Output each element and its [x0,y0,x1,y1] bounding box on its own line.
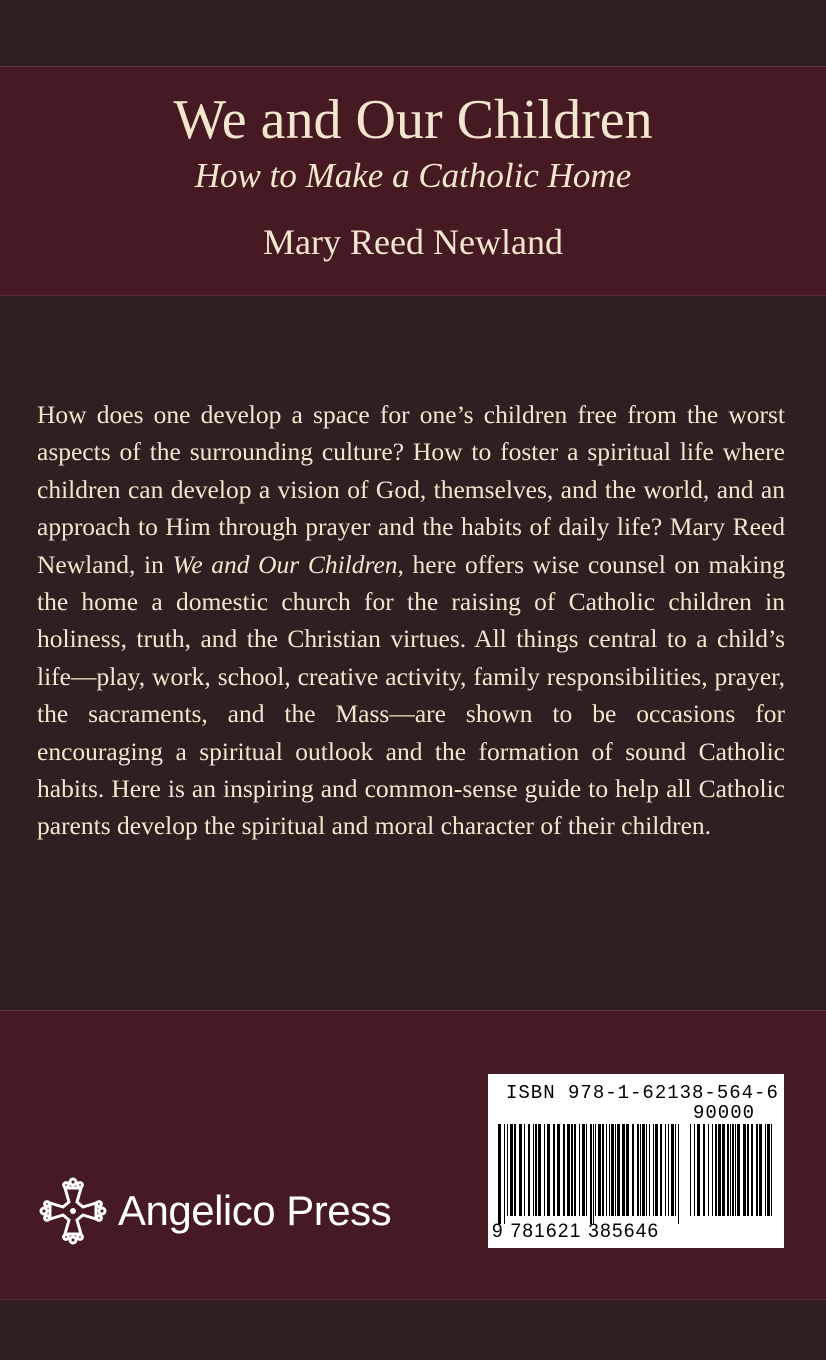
barcode-bar [574,1124,576,1216]
barcode-bar [519,1124,522,1216]
barcode-bar [665,1124,666,1216]
barcode-bar [767,1124,770,1216]
barcode-bar [751,1124,753,1216]
description-italic-title: We and Our Children [172,549,398,579]
barcode-bar [690,1124,691,1216]
barcode-bar [637,1124,639,1216]
barcode-bar [771,1124,772,1216]
barcode-bar [735,1124,736,1216]
barcode-bar [622,1124,625,1216]
barcode-bar [759,1124,762,1216]
barcode-bar [538,1124,541,1216]
barcode-bar [586,1124,587,1216]
barcode-bar [563,1124,565,1216]
barcode-bar [582,1124,585,1216]
barcode-bar [544,1124,545,1216]
barcode-bar [642,1124,645,1216]
barcode-bar [743,1124,746,1216]
barcode-bar [756,1124,758,1216]
barcode-bar [730,1124,731,1216]
barcode-bar [632,1124,634,1216]
barcode-bar [615,1124,616,1216]
barcode-bar [626,1124,629,1216]
barcode-bar [653,1124,654,1216]
barcode-bar [524,1124,525,1216]
isbn-barcode [488,1074,784,1248]
barcode-bar [547,1124,550,1216]
barcode-bar [606,1124,607,1216]
barcode-bar [655,1124,658,1216]
barcode-bar [737,1124,740,1216]
barcode-bar [533,1124,534,1216]
barcode-bar [535,1124,537,1216]
barcode-bar [646,1124,647,1216]
barcode-bar [590,1124,592,1224]
book-subtitle: How to Make a Catholic Home [194,156,632,195]
barcode-bar [671,1124,674,1216]
barcode-bar [703,1124,705,1216]
barcode-bar [553,1124,555,1216]
barcode-bar [504,1124,505,1224]
book-description [37,396,785,845]
barcode-bar [593,1124,594,1224]
barcode-bar [715,1124,717,1216]
barcode-bar [602,1124,604,1216]
description-part-2: , here offers wise counsel on making the home a domestic church for the raising of Catholic children in holiness, truth, and the Christian virtues. All things central to a child’s life—play, work, school, creative activity, family responsibilities, prayer, the sacraments, and the Mass—are shown to be occasions for encouraging a spiritual outlook and the formation of sound Catholic habits. Here is an inspiring and common-sense guide to help all Catholic parents develop the spiritual and moral character of their children. [37,549,786,841]
barcode-bar [649,1124,650,1216]
barcode-bar [678,1124,679,1224]
barcode-bar [675,1124,676,1216]
barcode-bar [609,1124,610,1216]
barcode-bar [598,1124,601,1216]
publisher-name: Angelico Press [118,1187,392,1234]
barcode-bar [694,1124,695,1216]
barcode-bar [712,1124,713,1216]
barcode-bar [732,1124,734,1216]
description-part-1: How does one develop a space for one’s children free from the worst aspects of the surrounding culture? How to foster a spiritual life where children can develop a vision of God, themselves, and the world, and an approach to Him through prayer and the habits of daily life? Mary Reed Newland, in [37,400,785,579]
barcode-bar [514,1124,516,1216]
barcode-bar [557,1124,560,1216]
barcode-main-bars [498,1124,684,1224]
barcode-bar [660,1124,662,1216]
barcode-bar [510,1124,513,1216]
barcode-bar [528,1124,530,1216]
barcode-bar [708,1124,709,1216]
barcode-bar [697,1124,700,1216]
barcode-bar [498,1124,501,1224]
barcode-bar [668,1124,669,1216]
barcode-bar [611,1124,614,1216]
barcode-bar [747,1124,749,1216]
barcode-bar [617,1124,620,1216]
barcode-bar [595,1124,596,1216]
barcode-addon-digits: 90000 [693,1102,756,1124]
barcode-addon-bars [690,1124,776,1224]
barcode-bar [718,1124,721,1216]
barcode-digits: 9 781621 385646 [492,1221,660,1242]
isbn-label: ISBN 978-1-62138-564-6 [506,1082,779,1104]
barcode-bar [640,1124,641,1216]
book-author: Mary Reed Newland [263,222,563,262]
barcode-bar [567,1124,570,1216]
barcode-bar [765,1124,766,1216]
cross-emblem-icon [38,1176,108,1246]
barcode-bar [579,1124,580,1216]
book-title: We and Our Children [173,89,653,151]
barcode-bar [727,1124,729,1216]
barcode-bar [571,1124,573,1216]
barcode-bar [722,1124,725,1216]
barcode-bar [507,1124,508,1216]
